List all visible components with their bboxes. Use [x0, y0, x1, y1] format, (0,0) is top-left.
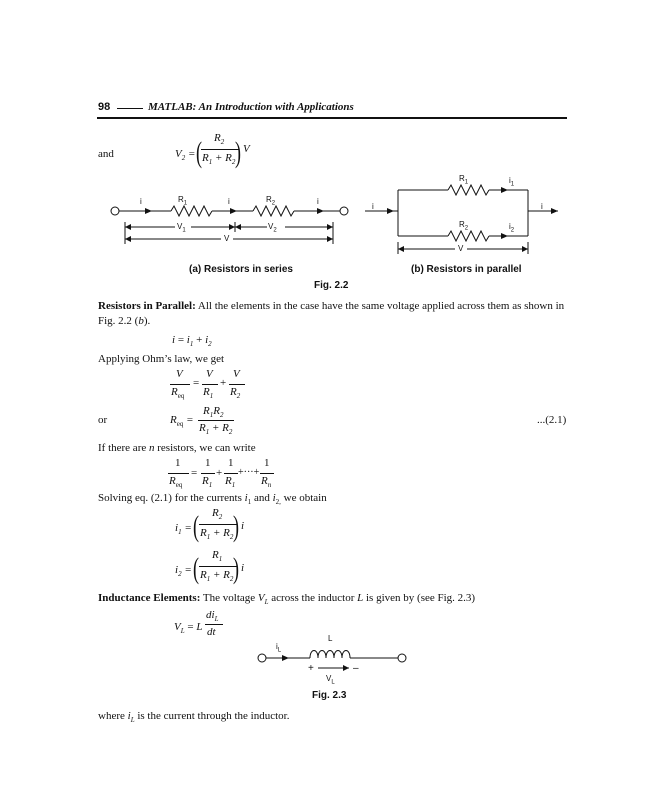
eq-i2-den: $R_1 + R_2$ [200, 569, 234, 584]
eq-i2-bar [199, 566, 237, 567]
eq-n-one-0: 1 [175, 457, 181, 469]
eq-ohm-n1: V [176, 368, 183, 380]
eq-ohm-bar1 [170, 384, 190, 385]
series-v2-label: $V_2$ [268, 222, 277, 234]
eq-vl-den: dt [207, 626, 216, 638]
top-eq-tail: V [243, 143, 250, 155]
eq-n-d2: $R_1$ [225, 475, 236, 490]
top-eq-rparen: ) [235, 136, 241, 169]
eq-ohm-d1: $R_{eq}$ [171, 386, 185, 401]
fig-2-3-caption: Fig. 2.3 [312, 690, 347, 701]
eq-n-d1: $R_1$ [202, 475, 213, 490]
parallel-r2-label: $R_2$ [459, 220, 469, 232]
top-eq-num: $R_2$ [214, 132, 225, 147]
eq-ohm-d3: $R_2$ [230, 386, 241, 401]
eq-n-barn [260, 473, 274, 474]
eq-req-lhs: $R_{eq}$ = [170, 414, 194, 429]
inductor-vl-label: $V_L$ [326, 674, 335, 686]
eq-current-sum: $i = i_1 + i_2$ [172, 334, 212, 349]
parallel-v-label: V [458, 244, 464, 253]
parallel-i2-label: $i_2$ [509, 222, 515, 234]
eq-n-dn: $R_n$ [261, 475, 272, 490]
inductance-paragraph: Inductance Elements: The voltage $V_L$ across the inductor L is given by (see Fig. 2.3) [98, 592, 476, 607]
eq-n-bar1 [201, 473, 215, 474]
eq-vl-num: $di_L$ [206, 609, 219, 624]
eq-i1-lparen: ( [193, 510, 199, 543]
running-title: MATLAB: An Introduction with Applications [148, 101, 354, 113]
parallel-i-left: i [372, 202, 374, 211]
eq-i2-tail: i [241, 562, 245, 574]
solving-text: Solving eq. (2.1) for the currents $i_1$ and $i_{2,}$ we obtain [98, 492, 327, 507]
and-label: and [98, 148, 114, 160]
eq-ohm-n2: V [206, 368, 213, 380]
eq-i1-bar [199, 524, 237, 525]
eq-n-bar2 [224, 473, 238, 474]
series-current-1: i [140, 197, 142, 206]
or-label: or [98, 414, 108, 426]
fig-2-2-caption: Fig. 2.2 [314, 280, 349, 291]
inductor-l-label: L [328, 634, 333, 643]
eq-i2-lhs: $i_2$ = [175, 564, 192, 579]
eq-ohm-plus: + [220, 377, 227, 389]
eq-i1-lhs: $i_1$ = [175, 522, 192, 537]
eq-i2-lparen: ( [193, 552, 199, 585]
eq-i2-rparen: ) [233, 552, 239, 585]
equation-number: ...(2.1) [537, 414, 567, 426]
ohms-law-text: Applying Ohm’s law, we get [98, 353, 225, 365]
parallel-i-right: i [541, 202, 543, 211]
series-r1-label: $R_1$ [178, 195, 188, 207]
eq-i1-tail: i [241, 520, 245, 532]
eq-ohm-bar3 [229, 384, 245, 385]
top-eq-fracbar [201, 149, 239, 150]
series-v1-label: $V_1$ [177, 222, 186, 234]
inductor-plus: + [308, 663, 314, 674]
parallel-paragraph-line1: Resistors in Parallel: All the elements in the case have the same voltage applied across them as shown in [98, 300, 565, 312]
parallel-r1-label: $R_1$ [459, 174, 469, 186]
header-rule [97, 117, 567, 119]
eq-n-bar0 [168, 473, 189, 474]
eq-req-den: $R_1 + R_2$ [199, 422, 233, 437]
series-current-2: i [228, 197, 230, 206]
eq-i2-num: $R_1$ [212, 549, 223, 564]
inductor-current-label: $i_L$ [276, 642, 282, 654]
series-r2-label: $R_2$ [266, 195, 276, 207]
eq-i1-den: $R_1 + R_2$ [200, 527, 234, 542]
footer-sentence: where $i_L$ is the current through the inductor. [98, 710, 290, 725]
eq-n-dots: +···+ [238, 467, 260, 478]
eq-ohm-n3: V [233, 368, 240, 380]
eq-ohm-bar2 [202, 384, 218, 385]
caption-b: (b) Resistors in parallel [411, 264, 522, 275]
page-number: 98 [98, 101, 111, 113]
top-eq-lhs: $V_2$ = [175, 148, 196, 163]
eq-n-plus: + [216, 467, 223, 479]
eq-vl-bar [205, 624, 223, 625]
n-resistors-text: If there are n resistors, we can write [98, 442, 256, 454]
eq-n-one-n: 1 [264, 457, 270, 469]
top-eq-den: $R_1 + R_2$ [202, 152, 236, 167]
eq-i1-num: $R_2$ [212, 507, 223, 522]
eq-ohm-d2: $R_1$ [203, 386, 214, 401]
eq-req-num: $R_1R_2$ [203, 405, 224, 420]
eq-n-d0: $R_{eq}$ [169, 475, 183, 490]
parallel-paragraph-line2: Fig. 2.2 (b). [98, 315, 151, 327]
eq-n-equals: = [191, 467, 198, 479]
eq-ohm-equals: = [193, 377, 200, 389]
series-current-3: i [317, 197, 319, 206]
eq-n-one-2: 1 [228, 457, 234, 469]
eq-vl-lhs: $V_L = L$ [174, 621, 203, 636]
top-eq-lparen: ( [196, 136, 202, 169]
series-v-label: V [224, 234, 230, 243]
eq-n-one-1: 1 [205, 457, 211, 469]
parallel-i1-label: $i_1$ [509, 176, 515, 188]
header-dash [117, 108, 143, 109]
caption-a: (a) Resistors in series [189, 264, 293, 275]
eq-req-bar [198, 420, 234, 421]
inductor-minus: – [353, 663, 359, 674]
eq-i1-rparen: ) [233, 510, 239, 543]
